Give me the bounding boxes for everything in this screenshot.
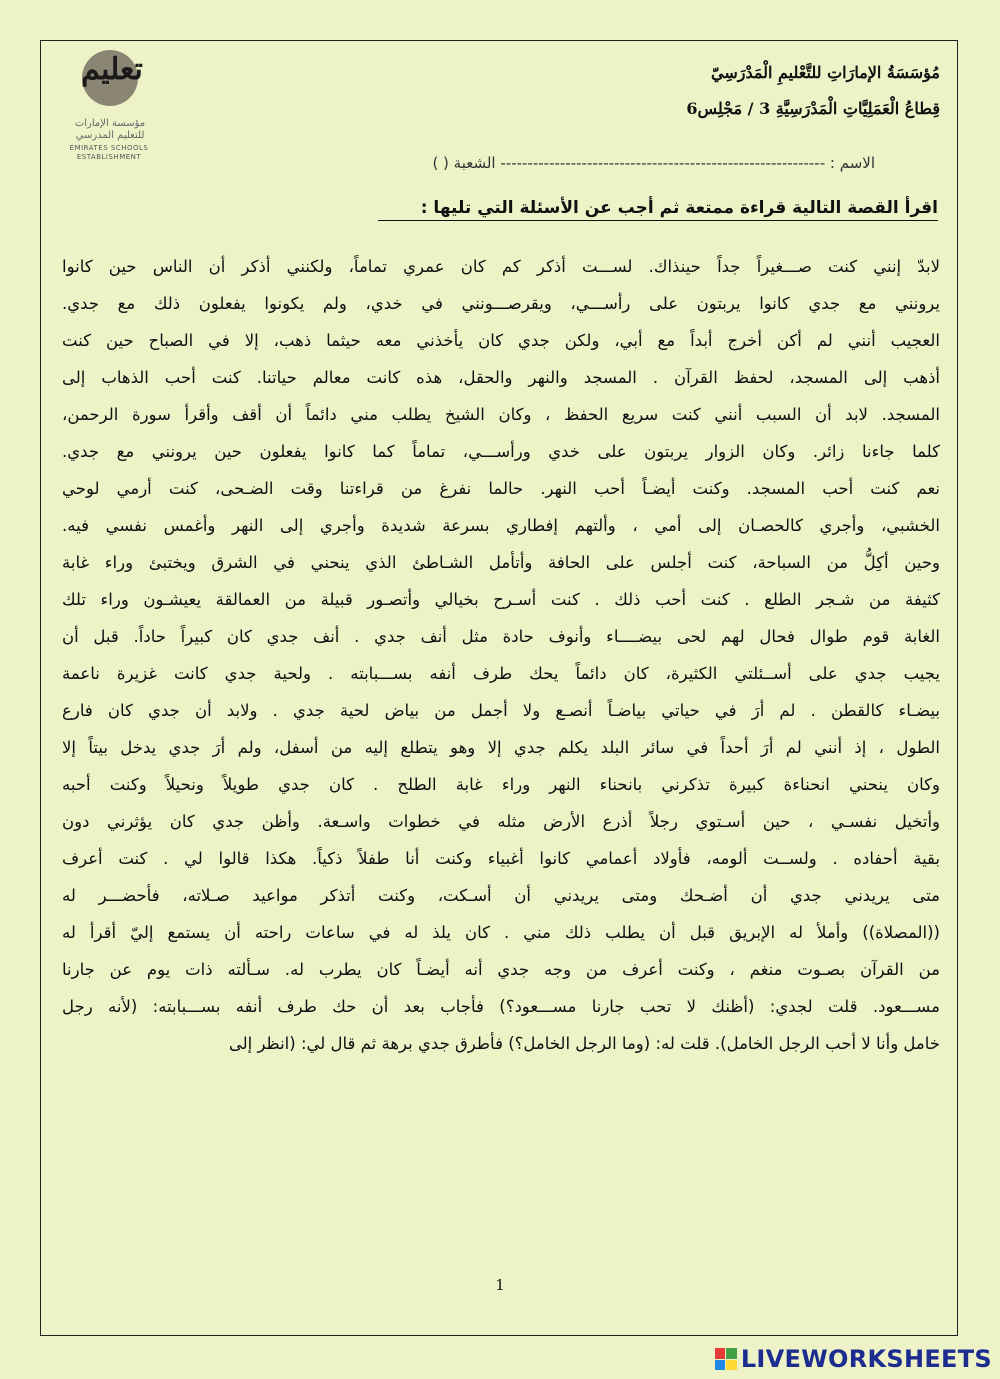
- school-logo: [52, 48, 164, 166]
- story-line: المسجد. لابد أن السبب أنني كنت سريع الحفظ ، وكان الشيخ يطلب مني دائماً أن أقف وأقرأ سورة الرحمن،: [62, 405, 940, 424]
- story-line: أذهب إلى المسجد، لحفظ القرآن . المسجد والنهر والحقل، هذه كانت معالم حياتنا. كنت أحب الذهاب إلى: [62, 368, 940, 387]
- story-line: كثيفة من شـجر الطلع . كنت أحب ذلك . كنت أسـرح بخيالي وأتصـور قبيلة من العمالقة يعيشـون وراء تلك: [62, 590, 940, 609]
- watermark-text: LIVEWORKSHEETS: [740, 1345, 992, 1373]
- logo-english-name: EMIRATES SCHOOLS ESTABLISHMENT: [69, 144, 149, 161]
- instruction-heading: اقرأ القصة التالية قراءة ممتعة ثم أجب عن الأسئلة التي تليها :: [378, 198, 938, 221]
- name-section-field: الاسم : ------------------------------------------------------------ الشعبة ( ): [432, 154, 875, 172]
- story-line: يرونني مع جدي كانوا يربتون على رأســـي، ويقرصـــونني في خدي، ولم يكونوا يفعلون ذلك مع جدي.: [62, 294, 940, 313]
- story-line: الغابة قوم طوال فحال لهم لحى بيضــــاء وأنوف حادة مثل أنف جدي . أنف جدي كان كبيراً حاداً. قبل أن: [62, 627, 940, 646]
- story-line: من القرآن بصـوت منغم ، وكنت أعرف من وجه جدي أنه أيضـاً كان يطرب له. سـألته ذات يوم عن جارنا: [62, 960, 940, 979]
- logo-arabic-name: مؤسسة الإمارات للتعليم المدرسي: [74, 118, 146, 141]
- story-line: بيضـاء كالقطن . لم أرَ في حياتي بياضـاً أنصـع ولا أجمل من بياض لحية جدي . ولابد أن جدي كان فارع: [62, 701, 940, 720]
- story-body: [62, 248, 940, 1062]
- story-line: مســـعود. قلت لجدي: (أظنك لا تحب جارنا مســـعود؟) فأجاب بعد أن حك طرف أنفه بســـبابته: (لأنه رجل: [62, 997, 940, 1016]
- logo-word: تعليم: [81, 52, 143, 87]
- story-line: وكان ينحني انحناءة كبيرة تذكرني بانحناء النهر وراء غابة الطلح . كان جدي طويلاً ونحيلاً وكنت أحبه: [62, 775, 940, 794]
- story-line: خامل وأنا لا أحب الرجل الخامل). قلت له: (وما الرجل الخامل؟) فأطرق جدي برهة ثم قال لي: (انظر إلى: [228, 1034, 940, 1053]
- page-number: 1: [495, 1276, 505, 1294]
- story-line: ((المصلاة)) وأملأ له الإبريق قبل أن يطلب ذلك مني . كان يلذ له في ساعات راحته أن يستمع إليّ أقرأ له: [62, 923, 940, 942]
- story-line: متى يريدني جدي أن أضـحك ومتى يريدني أن أسـكت، وكنت أتذكر مواعيد صـلاته، فأحضـــر له: [62, 886, 940, 905]
- story-line: وحين أكِلُّ من السباحة، كنت أجلس على الحافة وأتأمل الشـاطئ الذي ينحني في الشرق ويختبئ وراء غابة: [62, 553, 940, 572]
- story-line: كلما جاءنا زائر. وكان الزوار يربتون على خدي ورأســـي، تماماً كما كانوا يفعلون حين يرونني مع جدي.: [62, 442, 940, 461]
- story-line: الخشبي، وأجري كالحصـان إلى أمي ، وألتهم إفطاري بسرعة شديدة وأجري إلى النهر وأغمس نفسي فيه.: [62, 516, 940, 535]
- header-org: مُؤسَسَةُ الإمارَاتِ للتَّعْليمِ الْمَدْرَسِيّ: [711, 63, 940, 82]
- story-line: وأتخيل نفسـي ، حين أسـتوي رجلاً أذرع الأرض مثله في خطوات واسـعة. وأظن جدي كان يؤثرني دون: [62, 812, 940, 831]
- story-line: يجيب جدي على أســئلتي الكثيرة، كان دائماً يحك طرف أنفه بســـبابته . ولحية جدي كانت غزيرة ناعمة: [62, 664, 940, 683]
- story-line: لابدّ إنني كنت صـــغيراً جداً حينذاك. لســـت أذكر كم كان عمري تماماً، ولكنني أذكر أن الناس حين كانوا: [62, 257, 940, 276]
- liveworksheets-watermark: [715, 1344, 992, 1374]
- story-line: نعم كنت أحب المسجد. وكنت أيضـاً أحب النهر. حالما نفرغ من قراءتنا وقت الضـحى، كنت أرمي لوحي: [62, 479, 940, 498]
- header-sector: قِطاعُ الْعَمَلِيَّاتِ الْمَدْرَسِيَّةِ 3 / مَجْلِس6: [686, 99, 940, 118]
- story-line: الطول ، إذ أنني لم أرَ أحداً في سائر البلد يكلم جدي إلا وهو يتطلع إليه من أسفل، ولم أرَ جدي يدخل بيتاً إلا: [62, 738, 940, 757]
- story-line: بقية أحفاده . ولســت ألومه، فأولاد أعمامي كانوا أغبياء وكنت أنا طفلاً ذكياً. هكذا قالوا لي . كنت أعرف: [62, 849, 940, 868]
- liveworksheets-icon: [715, 1348, 737, 1370]
- story-line: العجيب أنني لم أكن أخرج أبداً مع أبي، ولكن جدي كان يأخذني معه حيثما ذهب، إلا في الصباح حين كنت: [62, 331, 940, 350]
